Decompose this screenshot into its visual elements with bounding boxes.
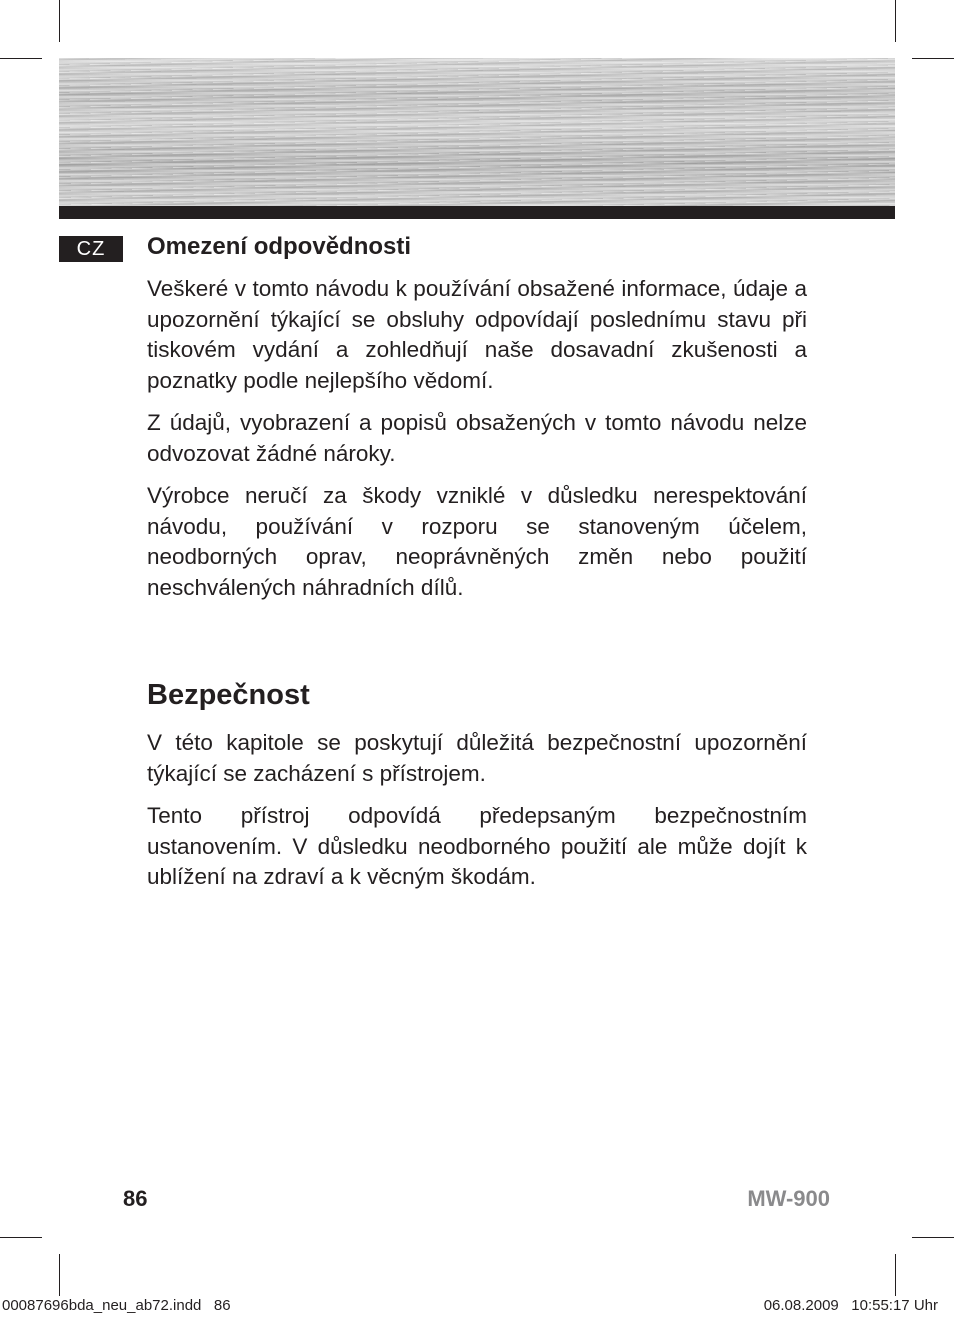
paragraph: Veškeré v tomto návodu k používání obsažené informace, údaje a upozornění týkající se obsluhy odpovídají poslednímu stavu při tiskovém vydání a zohledňují naše dosavadní zkušenosti a poznatky podle nejlepšího vědomí.: [147, 276, 807, 393]
crop-mark-top-right-vertical: [895, 0, 896, 42]
main-content: [147, 230, 807, 893]
section-safety: [147, 675, 807, 893]
page-number: 86: [123, 1186, 148, 1211]
crop-mark-bottom-left-vertical: [59, 1254, 60, 1296]
model-name: MW-900: [747, 1186, 830, 1211]
banner-bottom-bar: [59, 206, 895, 219]
print-slug-file: 00087696bda_neu_ab72.indd 86: [2, 1297, 231, 1314]
language-tab: CZ: [59, 236, 123, 262]
crop-mark-bottom-right-vertical: [895, 1254, 896, 1296]
section-heading-safety: Bezpečnost: [147, 679, 310, 711]
paragraph: Tento přístroj odpovídá předepsaným bezpečnostním ustanovením. V důsledku neodborného použití ale může dojít k ublížení na zdraví a k věcným škodám.: [147, 803, 807, 889]
crop-mark-top-left-vertical: [59, 0, 60, 42]
crop-mark-bottom-right-horizontal: [912, 1237, 954, 1238]
section-liability: [147, 230, 807, 603]
crop-mark-top-right-horizontal: [912, 58, 954, 59]
paragraph: Z údajů, vyobrazení a popisů obsažených v tomto návodu nelze odvozovat žádné nároky.: [147, 410, 807, 466]
section-heading-liability: Omezení odpovědnosti: [147, 233, 412, 260]
print-slug-timestamp: 06.08.2009 10:55:17 Uhr: [763, 1297, 938, 1314]
paragraph: Výrobce neručí za škody vzniklé v důsledku nerespektování návodu, používání v rozporu se stanoveným účelem, neodborných oprav, neoprávněných změn nebo použití neschválených náhradních dílů.: [147, 483, 807, 600]
crop-mark-top-left-horizontal: [0, 58, 42, 59]
paragraph: V této kapitole se poskytují důležitá bezpečnostní upozornění týkající se zacházení s přístrojem.: [147, 730, 807, 786]
crop-mark-bottom-left-horizontal: [0, 1237, 42, 1238]
brushed-metal-banner: [59, 58, 895, 206]
